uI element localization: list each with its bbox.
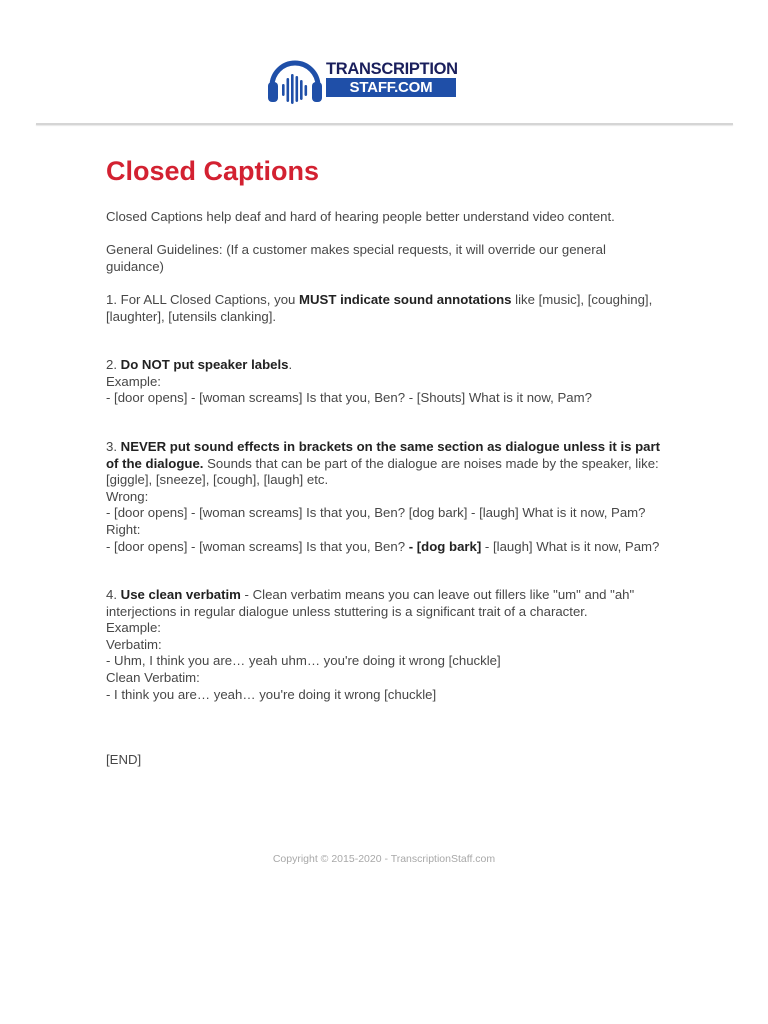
rule-2-example: - [door opens] - [woman screams] Is that you, Ben? - [Shouts] What is it now, Pam? bbox=[106, 390, 592, 406]
rule-4-prefix: 4. bbox=[106, 587, 121, 603]
rule-3-prefix: 3. bbox=[106, 438, 121, 454]
rule-3-right-emphasis: - [dog bark] bbox=[408, 538, 482, 554]
rule-3 bbox=[106, 439, 666, 489]
headphones-soundwave-icon bbox=[266, 56, 324, 106]
logo-text-staff: STAFF.COM bbox=[326, 78, 456, 97]
rule-3-right-suffix: - [laugh] What is it now, Pam? bbox=[481, 538, 660, 554]
rule-2-emphasis: Do NOT put speaker labels bbox=[120, 357, 289, 373]
rule-1-emphasis: MUST indicate sound annotations bbox=[299, 291, 512, 307]
rule-1-suffix: like [music], [coughing], [laughter], [utensils clanking]. bbox=[106, 291, 653, 324]
copyright-footer: Copyright © 2015-2020 - TranscriptionStaff.com bbox=[272, 853, 496, 865]
page-title: Closed Captions bbox=[106, 156, 320, 186]
intro-paragraph: Closed Captions help deaf and hard of hearing people better understand video content. bbox=[106, 209, 615, 224]
logo-text-transcription: TRANSCRIPTION bbox=[326, 60, 458, 78]
rule-3-right-prefix: - [door opens] - [woman screams] Is that you, Ben? bbox=[106, 538, 409, 554]
rule-2-example-label: Example: bbox=[106, 373, 161, 389]
rule-2 bbox=[106, 357, 666, 374]
rule-4 bbox=[106, 587, 666, 620]
rule-3-suffix: Sounds that can be part of the dialogue are noises made by the speaker, like: [giggle], [sneeze], [cough], [laugh] etc. bbox=[106, 455, 659, 488]
guidelines-paragraph: General Guidelines: (If a customer makes special requests, it will override our general guidance) bbox=[106, 242, 606, 274]
rule-4-example-label: Example: bbox=[106, 620, 161, 636]
rule-1 bbox=[106, 292, 666, 325]
rule-4-suffix: - Clean verbatim means you can leave out fillers like "um" and "ah" interjections in regular dialogue unless stuttering is a significant trait of a character. bbox=[106, 587, 635, 619]
end-marker: [END] bbox=[106, 752, 142, 768]
document-body bbox=[106, 150, 666, 769]
rule-1-prefix: 1. For ALL Closed Captions, you bbox=[106, 291, 300, 307]
transcriptionstaff-logo bbox=[266, 56, 466, 106]
rule-2-prefix: 2. bbox=[106, 357, 121, 373]
rule-3-right-example bbox=[106, 539, 666, 556]
rule-4-verbatim-example: - Uhm, I think you are… yeah uhm… you're doing it wrong [chuckle] bbox=[106, 653, 501, 669]
rule-2-suffix: . bbox=[288, 357, 293, 373]
rule-4-clean-label: Clean Verbatim: bbox=[106, 670, 200, 686]
rule-4-verbatim-label: Verbatim: bbox=[106, 636, 162, 652]
rule-3-emphasis: NEVER put sound effects in brackets on the same section as dialogue unless it is part of the dialogue. bbox=[106, 438, 661, 471]
rule-3-wrong-example: - [door opens] - [woman screams] Is that you, Ben? [dog bark] - [laugh] What is it now, Pam? bbox=[106, 505, 646, 521]
rule-4-emphasis: Use clean verbatim bbox=[120, 587, 241, 603]
rule-4-clean-example: - I think you are… yeah… you're doing it wrong [chuckle] bbox=[106, 686, 437, 702]
header-divider bbox=[36, 123, 733, 125]
rule-3-wrong-label: Wrong: bbox=[106, 488, 149, 504]
rule-3-right-label: Right: bbox=[106, 521, 141, 537]
